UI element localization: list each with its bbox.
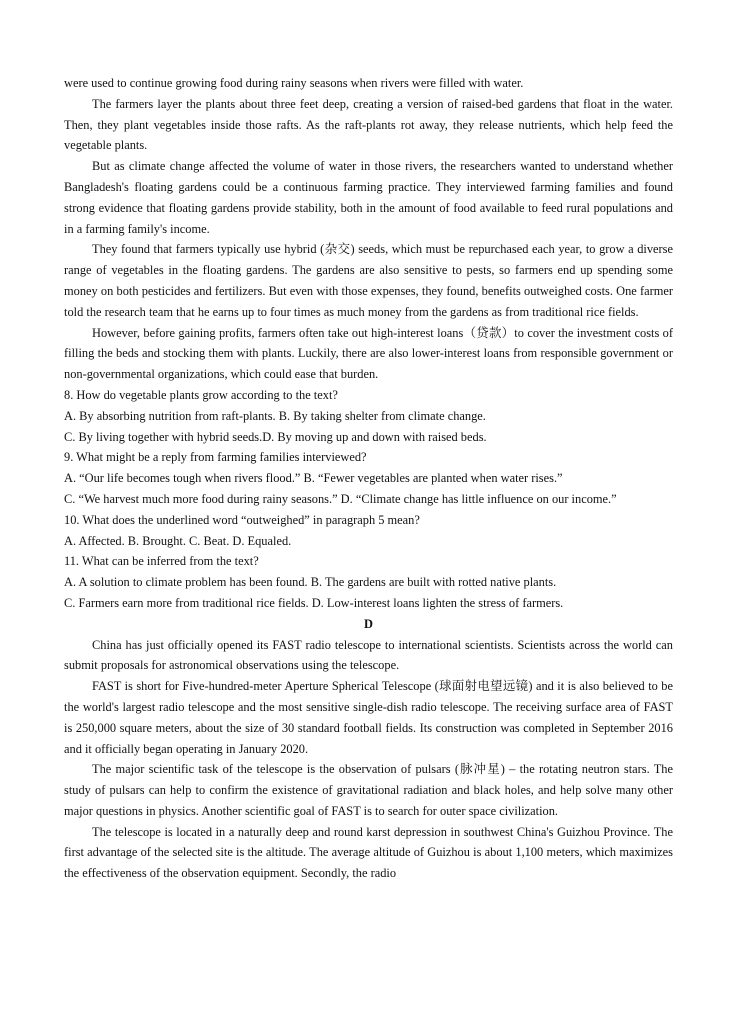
- passage-d-paragraph-2: FAST is short for Five-hundred-meter Aperture Spherical Telescope (球面射电望远镜) and it is also believed to be the world's largest radio telescope and the most sensitive single-dish radio telescope. The receiving surface area of FAST is 250,000 square meters, about the size of 30 standard football fields. Its construction was completed in September 2016 and it officially began operating in January 2020.: [64, 679, 673, 756]
- passage-d-paragraph-4: The telescope is located in a naturally deep and round karst depression in southwest China's Guizhou Province. The first advantage of the selected site is the altitude. The average altitude of Guizhou is about 1,100 meters, which maximizes the effectiveness of the observation equipment. Secondly, the radio: [64, 824, 673, 881]
- options-line-1: A. A solution to climate problem has been found. B. The gardens are built with rotted native plants.: [64, 575, 557, 590]
- question-8: [64, 385, 673, 447]
- options-line-2: C. Farmers earn more from traditional rice fields. D. Low-interest loans lighten the stress of farmers.: [64, 595, 564, 610]
- passage-d-paragraph-3: The major scientific task of the telescope is the observation of pulsars (脉冲星) – the rotating neutron stars. The study of pulsars can help to confirm the existence of gravitational radiation and black holes, and help solve many other major questions in physics. Another scientific goal of FAST is to search for outer space civilization.: [64, 762, 673, 818]
- options-line-1: A. “Our life becomes tough when rivers flood.” B. “Fewer vegetables are planted when water rises.”: [64, 471, 563, 486]
- options-line-2: C. “We harvest much more food during rainy seasons.” D. “Climate change has little influence on our income.”: [64, 491, 617, 506]
- question-stem: 11. What can be inferred from the text?: [64, 554, 259, 569]
- passage-d: [64, 614, 673, 884]
- question-10: [64, 510, 673, 552]
- passage-c-paragraph-5: However, before gaining profits, farmers often take out high-interest loans（贷款）to cover the investment costs of filling the beds and stocking them with plants. Luckily, there are also lower-interest loans from responsible government or non-governmental organizations, which could ease that burden.: [64, 325, 673, 382]
- question-stem: 8. How do vegetable plants grow according to the text?: [64, 387, 338, 402]
- page-content: [64, 73, 673, 884]
- question-stem: 10. What does the underlined word “outweighed” in paragraph 5 mean?: [64, 512, 420, 527]
- passage-c-paragraph-3: But as climate change affected the volume of water in those rivers, the researchers wanted to understand whether Bangladesh's floating gardens could be a continuous farming practice. They interviewed farming families and found strong evidence that floating gardens provide stability, both in the amount of food available to feed rural populations and in a farming family's income.: [64, 159, 673, 236]
- passage-c: [64, 73, 673, 385]
- passage-c-paragraph-1: were used to continue growing food during rainy seasons when rivers were filled with water.: [64, 76, 524, 90]
- passage-c-paragraph-4: They found that farmers typically use hybrid (杂交) seeds, which must be repurchased each year, to grow a diverse range of vegetables in the floating gardens. The gardens are also sensitive to pests, so farmers end up spending some money on both pesticides and fertilizers. But even with those expenses, they found, benefits outweighed costs. One farmer told the research team that he earns up to four times as much money from the gardens as from traditional rice fields.: [64, 242, 673, 319]
- question-11: [64, 551, 673, 613]
- options-line-1: A. Affected. B. Brought. C. Beat. D. Equaled.: [64, 533, 292, 548]
- options-line-1: A. By absorbing nutrition from raft-plants. B. By taking shelter from climate change.: [64, 408, 486, 423]
- question-stem: 9. What might be a reply from farming families interviewed?: [64, 450, 367, 465]
- passage-d-paragraph-1: China has just officially opened its FAST radio telescope to international scientists. Scientists across the world can submit proposals for astronomical observations using the telescope.: [64, 637, 673, 673]
- question-9: [64, 447, 673, 509]
- passage-c-paragraph-2: The farmers layer the plants about three feet deep, creating a version of raised-bed gardens that float in the water. Then, they plant vegetables inside those rafts. As the raft-plants rot away, they release nutrients, which help feed the vegetable plants.: [64, 96, 673, 153]
- section-heading: D: [364, 616, 373, 631]
- options-line-2: C. By living together with hybrid seeds.D. By moving up and down with raised beds.: [64, 429, 487, 444]
